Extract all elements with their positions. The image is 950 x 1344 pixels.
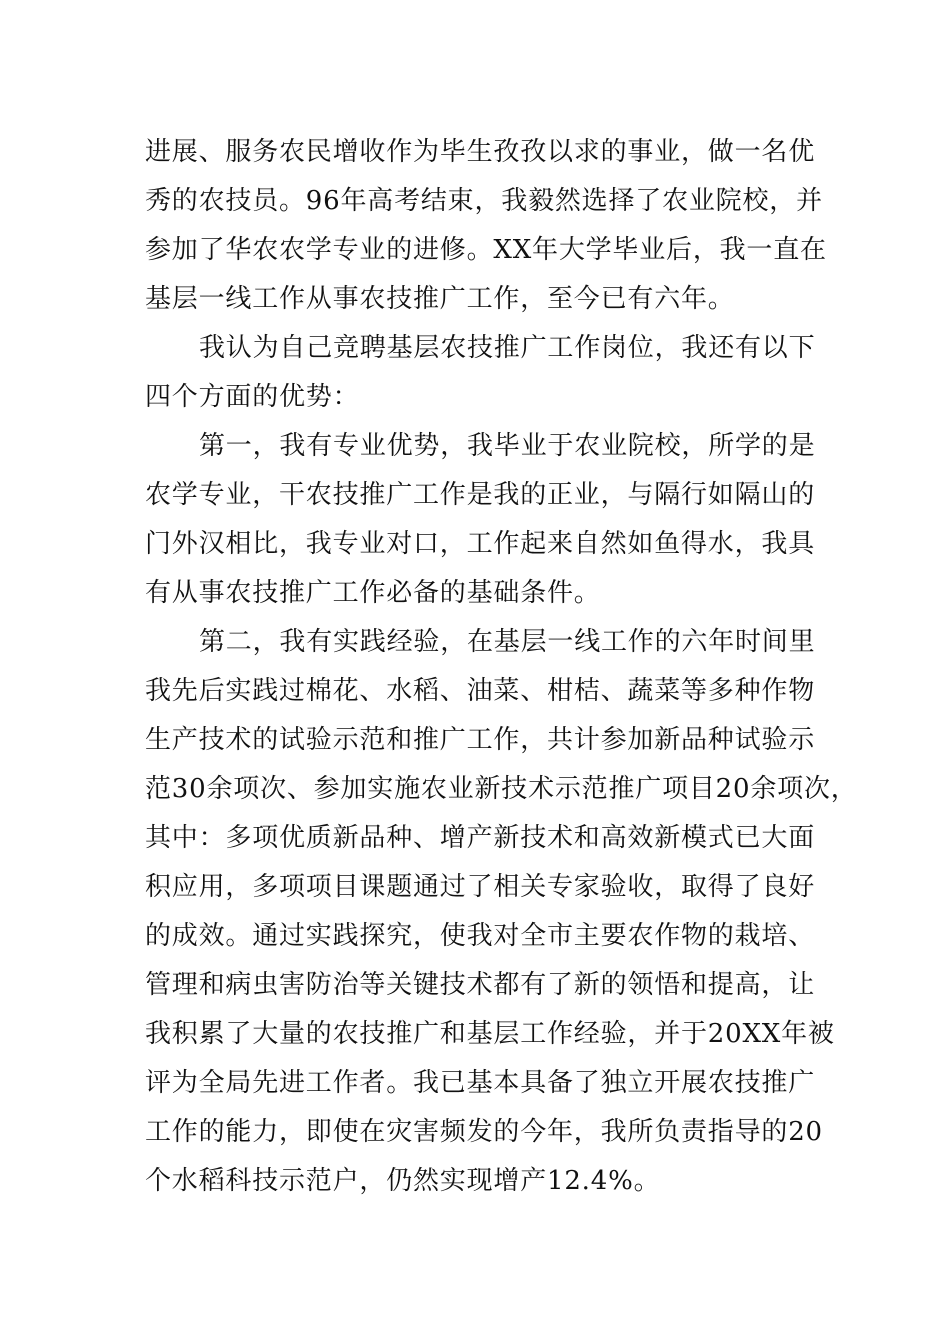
text-line: 第二，我有实践经验，在基层一线工作的六年时间里: [199, 627, 816, 657]
text-line: 管理和病虫害防治等关键技术都有了新的领悟和提高，让: [145, 970, 816, 1000]
text-line: 有从事农技推广工作必备的基础条件。: [145, 578, 601, 608]
text-line: 我积累了大量的农技推广和基层工作经验，并于20XX年被: [145, 1019, 835, 1049]
text-line: 第一，我有专业优势，我毕业于农业院校，所学的是: [199, 431, 816, 461]
text-line: 评为全局先进工作者。我已基本具备了独立开展农技推广: [145, 1068, 816, 1098]
document-body: [145, 128, 858, 1206]
paragraph-3: [145, 422, 815, 618]
text-line: 工作的能力，即使在灾害频发的今年，我所负责指导的20: [145, 1117, 823, 1147]
text-line: 门外汉相比，我专业对口，工作起来自然如鱼得水，我具: [145, 529, 816, 559]
text-line: 秀的农技员。96年高考结束，我毅然选择了农业院校，并: [145, 186, 823, 216]
text-line: 我先后实践过棉花、水稻、油菜、柑桔、蔬菜等多种作物: [145, 676, 816, 706]
paragraph-1: [145, 128, 827, 324]
text-line: 其中：多项优质新品种、增产新技术和高效新模式已大面: [145, 823, 816, 853]
text-line: 生产技术的试验示范和推广工作，共计参加新品种试验示: [145, 725, 816, 755]
text-line: 四个方面的优势：: [145, 382, 360, 412]
text-line: 我认为自己竞聘基层农技推广工作岗位，我还有以下: [199, 333, 816, 363]
paragraph-2: [145, 324, 815, 422]
text-line: 积应用，多项项目课题通过了相关专家验收，取得了良好: [145, 872, 816, 902]
text-line: 进展、服务农民增收作为毕生孜孜以求的事业，做一名优: [145, 137, 816, 167]
paragraph-4: [145, 618, 858, 1206]
text-line: 农学专业，干农技推广工作是我的正业，与隔行如隔山的: [145, 480, 816, 510]
text-line: 个水稻科技示范户，仍然实现增产12.4%。: [145, 1166, 661, 1196]
text-line: 范30余项次、参加实施农业新技术示范推广项目20余项次，: [145, 774, 858, 804]
text-line: 的成效。通过实践探究，使我对全市主要农作物的栽培、: [145, 921, 816, 951]
text-line: 基层一线工作从事农技推广工作，至今已有六年。: [145, 284, 735, 314]
text-line: 参加了华农农学专业的进修。XX年大学毕业后，我一直在: [145, 235, 827, 265]
